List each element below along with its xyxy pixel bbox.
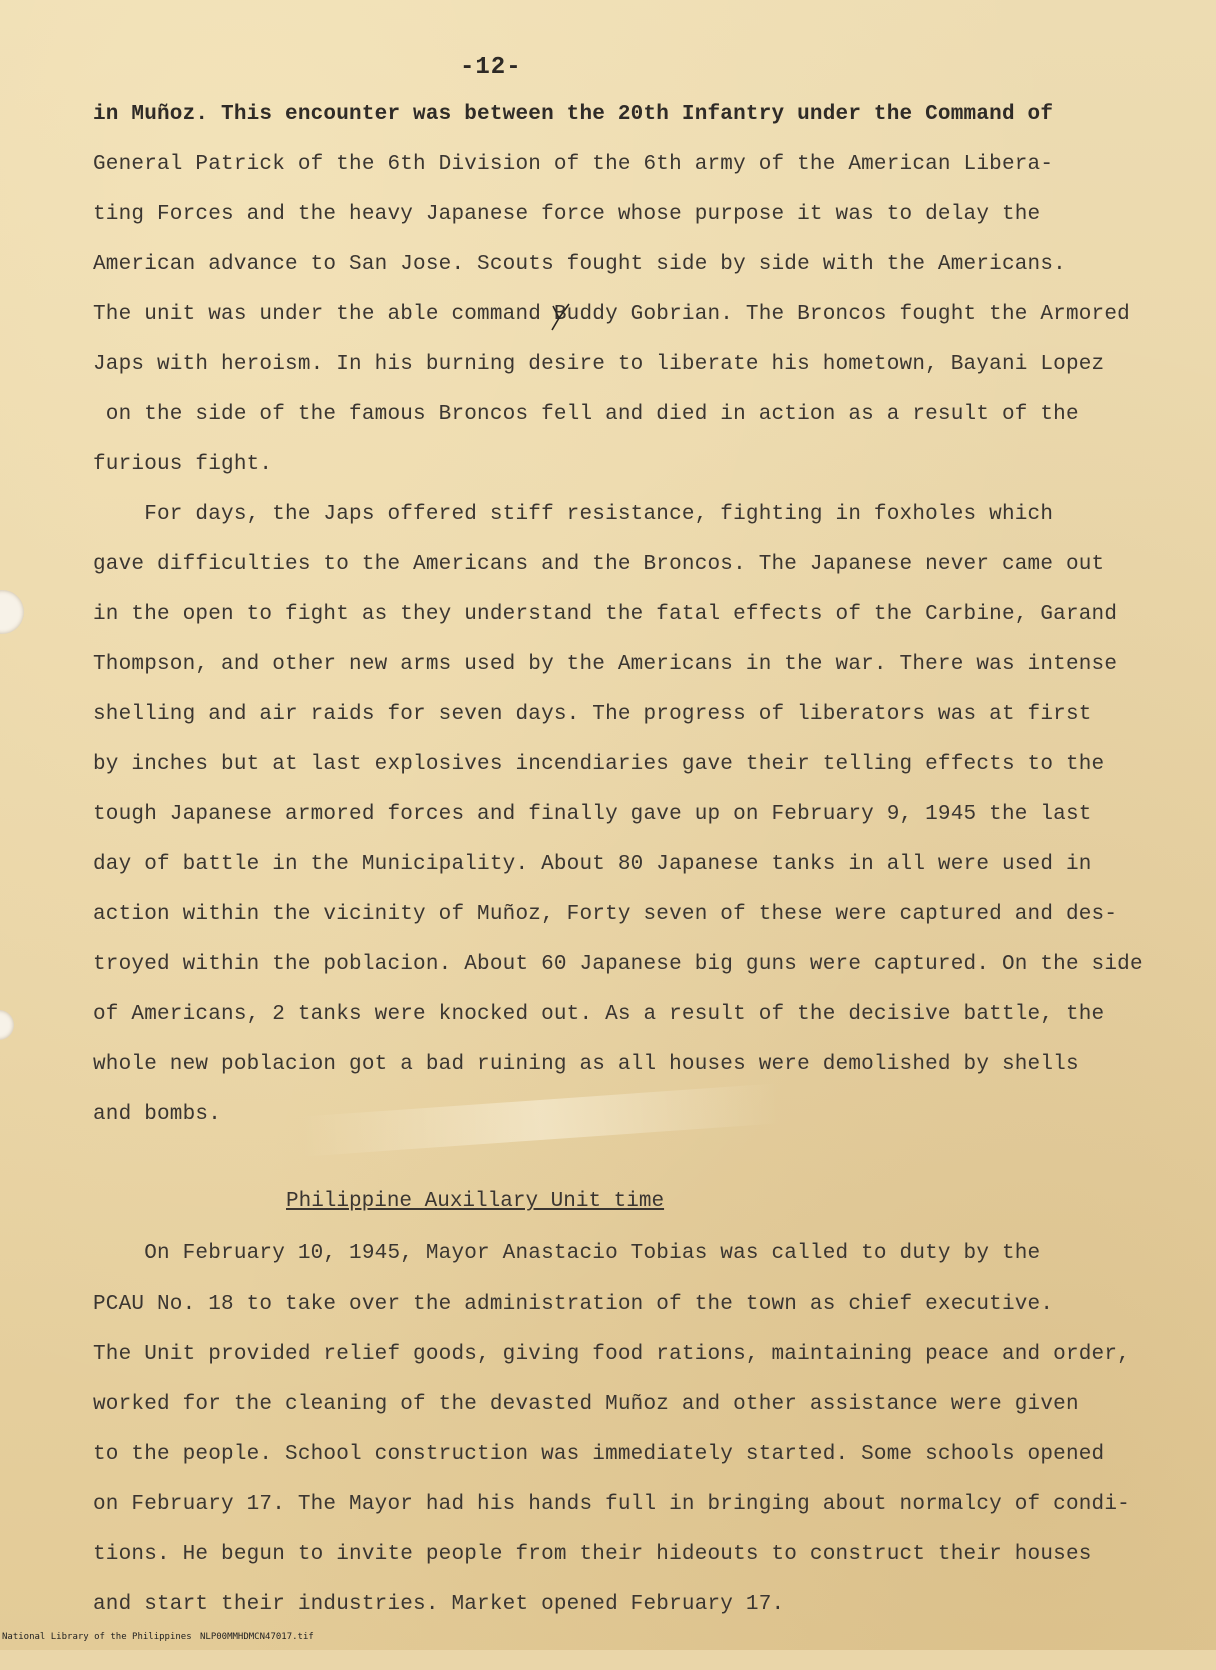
punch-hole (0, 590, 24, 634)
text-line: on February 17. The Mayor had his hands full in bringing about normalcy of condi- (93, 1493, 1130, 1516)
text-line: action within the vicinity of Muñoz, Forty seven of these were captured and des- (93, 903, 1118, 926)
text-line: Japs with heroism. In his burning desire to liberate his hometown, Bayani Lopez (93, 353, 1105, 376)
text-line: tions. He begun to invite people from their hideouts to construct their houses (93, 1543, 1092, 1566)
text-line: in Muñoz. This encounter was between the 20th Infantry under the Command of (93, 103, 1054, 126)
text-line: For days, the Japs offered stiff resistance, fighting in foxholes which (93, 503, 1054, 526)
text-line: of Americans, 2 tanks were knocked out. As a result of the decisive battle, the (93, 1003, 1105, 1026)
handwritten-insertion-mark (549, 300, 573, 334)
text-line: shelling and air raids for seven days. The progress of liberators was at first (93, 703, 1092, 726)
text-line: The Unit provided relief goods, giving food rations, maintaining peace and order, (93, 1343, 1130, 1366)
text-line: to the people. School construction was immediately started. Some schools opened (93, 1443, 1105, 1466)
text-line: The unit was under the able command Buddy Gobrian. The Broncos fought the Armored (93, 303, 1130, 326)
text-line: gave difficulties to the Americans and the Broncos. The Japanese never came out (93, 553, 1105, 576)
text-line: furious fight. (93, 453, 273, 476)
section-heading: Philippine Auxillary Unit time (286, 1190, 665, 1213)
text-line: On February 10, 1945, Mayor Anastacio Tobias was called to duty by the (93, 1242, 1041, 1265)
footer-filename: NLP00MMHDMCN47017.tif (200, 1632, 314, 1642)
punch-hole (0, 1010, 14, 1040)
text-line: troyed within the poblacion. About 60 Japanese big guns were captured. On the side (93, 953, 1143, 976)
text-line: Thompson, and other new arms used by the Americans in the war. There was intense (93, 653, 1118, 676)
text-line: day of battle in the Municipality. About 80 Japanese tanks in all were used in (93, 853, 1092, 876)
text-line: on the side of the famous Broncos fell and died in action as a result of the (93, 403, 1079, 426)
scan-footer (0, 1630, 1216, 1646)
text-line: American advance to San Jose. Scouts fought side by side with the Americans. (93, 253, 1066, 276)
text-line: General Patrick of the 6th Division of the 6th army of the American Libera- (93, 153, 1054, 176)
text-line: worked for the cleaning of the devasted Muñoz and other assistance were given (93, 1393, 1079, 1416)
text-line: PCAU No. 18 to take over the administration of the town as chief executive. (93, 1293, 1054, 1316)
text-line: and start their industries. Market opened February 17. (93, 1593, 785, 1616)
text-line: in the open to fight as they understand the fatal effects of the Carbine, Garand (93, 603, 1118, 626)
text-line: ting Forces and the heavy Japanese force whose purpose it was to delay the (93, 203, 1041, 226)
text-line: by inches but at last explosives incendiaries gave their telling effects to the (93, 753, 1105, 776)
page-number: -12- (460, 54, 522, 81)
text-line: and bombs. (93, 1103, 222, 1126)
footer-library: National Library of the Philippines (2, 1632, 192, 1642)
text-line: whole new poblacion got a bad ruining as all houses were demolished by shells (93, 1053, 1079, 1076)
paper-smudge (299, 1083, 781, 1156)
text-line: tough Japanese armored forces and finally gave up on February 9, 1945 the last (93, 803, 1092, 826)
